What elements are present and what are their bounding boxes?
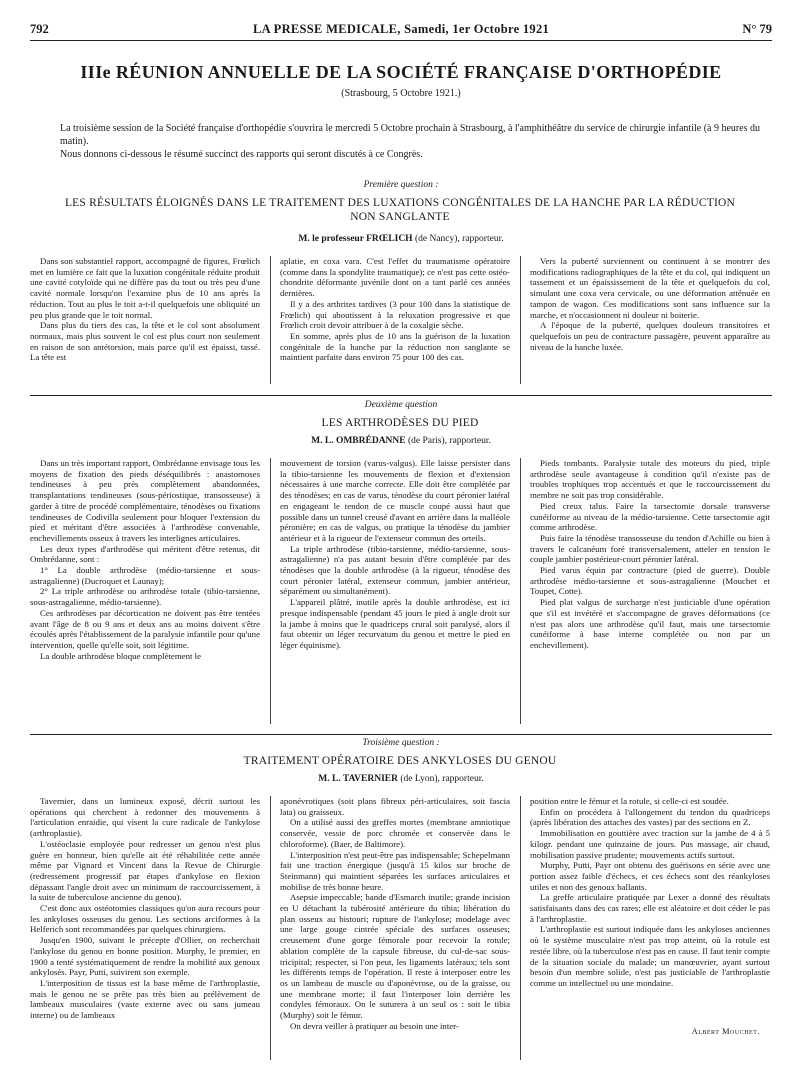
rapporteur-suffix: (de Lyon), rapporteur. (400, 774, 484, 784)
text-column (280, 796, 510, 1058)
paragraph: aplatie, en coxa vara. C'est l'effet du traumatisme opératoire (comme dans la spondylite traumatique); ce n'est pas cette ostéo-chondrite déformante juvénile dont on a tant parlé ces années dernières. (280, 256, 510, 299)
paragraph: position entre le fémur et la rotule, si celle-ci est soudée. (530, 796, 729, 806)
column-rule (520, 256, 521, 384)
paragraph: En somme, après plus de 10 ans la guérison de la luxation congénitale de la hanche par la réduction non sanglante se maintient parfaite dans environ 75 pour 100 des cas. (280, 330, 510, 363)
header-rule (30, 40, 772, 41)
running-title: LA PRESSE MEDICALE, Samedi, 1er Octobre 1921 (252, 22, 550, 36)
rapporteur-name: M. le professeur FRŒLICH (298, 234, 413, 244)
paragraph: A l'époque de la puberté, quelques douleurs transitoires et quelquefois un peu de contracture passagère, peuvent apparaître au niveau de la hanche luxée. (530, 320, 770, 352)
paragraph: Pied creux talus. Faire la tarsectomie dorsale transverse cunéiforme au niveau de la médio-tarsienne. Cette tarsectomie agit comme arthrodèse. (530, 500, 770, 533)
text-column (530, 256, 770, 386)
paragraph: Vers la puberté surviennent ou continuent à se montrer des modifications radiographiques de la tête et du col, qui indiquent un tassement et un épaississement de la tête et quelquefois du col, simulant une coxa vera cervicale, ou une déformation atténuée en tampon de wagon. Ces modifications sont sans influence sur la marche, et n'occasionnent ni douleur ni boiterie. (530, 256, 770, 320)
rapporteur-suffix: (de Nancy), rapporteur. (414, 234, 504, 244)
paragraph: La triple arthrodèse (tibio-tarsienne, médio-tarsienne, sous-astragalienne) n'a pas autant besoin d'être complétée par des ténodèses que la double arthrodèse (à la rigueur, ténodèse des court péronier latéral, extenseur commun, jambier antérieur, séparément ou simultanément). (280, 543, 510, 597)
column-rule (520, 796, 521, 1060)
text-column (30, 796, 260, 1058)
paragraph: C'est donc aux ostéotomies classiques qu'on aura recours pour les ankyloses osseuses du genou. Les sections arciformes à la Helferich sont recommandées par quelques chirurgiens. (30, 903, 260, 935)
running-header (30, 22, 772, 42)
author-signature: Albert Mouchet. (691, 1026, 760, 1036)
paragraph: L'interposition de tissus est la base même de l'arthroplastie, mais le genou ne se prête pas très bien au prélèvement de lambeaux musculaires (vaste externe avec ou sans jumeau interne) ou de lambeaux (30, 977, 260, 1021)
paragraph: L'ostéoclasie employée pour redresser un genou n'est plus guère en honneur, bien qu'elle ait été réhabilitée cette année même par Vignard et Vincent dans la Revue de Chirurgie (redressement progressif par étapes d'ankylose en flexion dépassant l'angle droit avec un minimum de raccourcissement, à la suite de tuberculose ancienne du genou). (30, 838, 260, 903)
text-column (530, 796, 770, 1024)
rapporteur-line (30, 774, 772, 784)
paragraph: Dans plus du tiers des cas, la tête et le col sont absolument normaux, mais plus souvent le col est plus court non seulement en raison de son antétorsion, mais parce qu'il est épaissi, tassé. La tête est (30, 320, 260, 363)
paragraph: On devra veiller à pratiquer au besoin une inter- (290, 1020, 459, 1031)
issue-number: N° 79 (742, 22, 772, 36)
paragraph: Jusqu'en 1900, suivant le précepte d'Ollier, on recherchait l'ankylose du genou en bonne position. Murphy, le premier, en 1900 a tenté systématiquement de rendre la mobilité aux genoux ankylosés. Payr, Putti, suivirent son exemple. (30, 935, 260, 978)
section-rule (30, 395, 772, 396)
question-label: Première question : (363, 180, 439, 190)
paragraph: L'interposition n'est peut-être pas indispensable; Schepelmann fait une traction énergique (jusqu'à 15 kilos sur broche de Steinmann) qui maintient séparées les surfaces articulaires et mobilise de très bonne heure. (280, 849, 510, 892)
column-rule (520, 458, 521, 724)
section-rule (30, 734, 772, 735)
paragraph: Il y a des arthrites tardives (3 pour 100 dans la statistique de Frœlich) qui aboutissent à la reluxation progressive et que Frœlich croit devoir attribuer à de la coxalgie sèche. (280, 298, 510, 331)
text-column (530, 458, 770, 726)
paragraph: Asepsie impeccable; bande d'Esmarch inutile; grande incision en U détachant la tubérosité antérieure du tibia; libération du plan osseux au bistouri; rupture de l'ankylose; modelage avec une large gouge cintrée spéciale des surfaces osseuses; creusement d'une gorge fémorale pour recevoir la rotule; ablation complète de la capsule fibreuse, du cul-de-sac sous-tricipital; respecter, si l'on peut, les ligaments latéraux; tels sont les différents temps de l'opération. Il reste à interposer entre les os un lambeau de muscle ou d'aponévrose, ou de la graisse, ou une membrane morte; il faut l'interposer loin derrière les condyles fémoraux. On le suturera à un seul os : soit le tibia (Murphy) soit le fémur. (280, 892, 510, 1021)
paragraph: Ces arthrodèses par décortication ne doivent pas être tentées avant l'âge de 8 ou 9 ans et deux ans au moins doivent s'être écoulés après l'établissement de la paralysie infantile pour qu'une intervention, quelle qu'elle soit, soit légitime. (30, 607, 260, 650)
paragraph: La double arthrodèse bloque complètement le (40, 650, 201, 661)
paragraph: L'arthroplastie est surtout indiquée dans les ankyloses anciennes où le système musculaire n'est pas trop atteint, où la rotule est restée libre, où la tuberculose n'est pas en cause. Il faut tenir compte de la situation sociale du malade; un manœuvrier, ayant surtout besoin d'un membre solide, n'est pas justiciable de l'arthroplastie comme un intellectuel ou une mondaine. (530, 924, 770, 988)
paragraph: Murphy, Putti, Payr ont obtenu des guérisons en série avec une portion assez faible d'échecs, et ces échecs sont des réankyloses utiles et non des genoux ballants. (530, 860, 770, 892)
paragraph: mouvement de torsion (varus-valgus). Elle laisse persister dans la tibio-tarsienne les mouvements de flexion et d'extension nécessaires à une marche correcte. Elle doit être complétée par des ténodèses; en cas de varus, ténodèse du court péronier latéral en engageant le tendon de ce muscle coupé aussi haut que possible dans un tunnel creusé d'avant en arrière dans la malléole péronière; en cas de valgus, ou pratique la ténodèse du jambier antérieur et à la rigueur de l'extenseur commun des orteils. (280, 458, 510, 543)
question-title: LES RÉSULTATS ÉLOIGNÉS DANS LE TRAITEMENT DES LUXATIONS CONGÉNITALES DE LA HANCHE PAR LA RÉDUCTION NON SANGLANTE (64, 197, 736, 223)
question-title: LES ARTHRODÈSES DU PIED (321, 417, 479, 429)
column-rule (270, 458, 271, 724)
paragraph: 1° La double arthrodèse (médio-tarsienne et sous-astragalienne) (Ducroquet et Launay); (30, 565, 260, 586)
paragraph: On a utilisé aussi des greffes mortes (membrane amniotique conservée, vessie de porc chromée et conservée dans le chloroforme). (Baer, de Baltimore). (280, 817, 510, 849)
paragraph: Tavernier, dans un lumineux exposé, décrit surtout les opérations qui cherchent à redonner des mouvements à l'articulation enraidie, qui visent la cure radicale de l'ankylose (arthroplastie). (30, 796, 260, 839)
paragraph: 2° La triple arthrodèse ou arthrodèse totale (tibio-tarsienne, sous-astragalienne, médio-tarsienne). (30, 586, 260, 608)
text-column (30, 458, 260, 726)
rapporteur-line (30, 436, 772, 446)
paragraph: Pieds tombants. Paralysie totale des moteurs du pied, triple arthrodèse seule avantageuse à condition qu'il n'existe pas de troubles trophiques trop accentués et que le raccourcissement du membre ne soit pas trop considérable. (530, 458, 770, 501)
text-column (280, 256, 510, 386)
rapporteur-name: M. L. TAVERNIER (318, 774, 398, 784)
article-subtitle: (Strasbourg, 5 Octobre 1921.) (341, 88, 461, 99)
paragraph: Dans un très important rapport, Ombrédanne envisage tous les moyens de fixation des pieds déséquilibrés : anastomoses tendineuses à peu près complètement abandonnées, transplantations tendineuses (sous-périostique, transosseuse) à garder à titre de procédé complémentaire, ténodèses ou fixations tendineuses de Codivilla seulement pour bloquer l'extension du pied et méritant d'être associées à l'arthrodèse convenable, enchevillements osseux à travers les interlignes articulaires. (30, 458, 260, 543)
rapporteur-name: M. L. OMBRÉDANNE (311, 436, 406, 446)
paragraph: Dans son substantiel rapport, accompagné de figures, Frœlich met en lumière ce fait que la luxation congénitale réduite produit une cavité cotyloïde qui ne diffère pas du tout ou très peu d'une cavité normale lorsqu'on l'examine plus de 10 ans après la réduction. Tout au plus le toit a-t-il quelquefois une obliquité un peu plus grande que le toit normal. (30, 256, 260, 320)
article-title: IIIe RÉUNION ANNUELLE DE LA SOCIÉTÉ FRANÇAISE D'ORTHOPÉDIE (80, 62, 722, 82)
question-label: Deuxième question (364, 400, 438, 410)
paragraph: La greffe articulaire pratiquée par Lexer a donné des résultats satisfaisants dans des cas rares; elle est aléatoire et doit céder le pas à l'arthroplastie. (530, 892, 770, 924)
rapporteur-line (30, 234, 772, 244)
paragraph: Immobilisation en gouttière avec traction sur la jambe de 4 à 5 kilogr. pendant une quinzaine de jours. Pus massage, air chaud, mobilisation passive prudente; mouvements actifs surtout. (530, 828, 770, 860)
page-number: 792 (30, 22, 49, 36)
text-column (30, 256, 260, 386)
paragraph: aponévrotiques (soit plans fibreux péri-articulaires, soit fascia lata) ou graisseux. (280, 796, 510, 817)
intro-block (60, 122, 770, 161)
paragraph: Puis faire la ténodèse transosseuse du tendon d'Achille ou bien à travers le calcanéum foré transversalement, atteler en tension le couple jambier postérieur-court péronier latéral. (530, 532, 770, 565)
paragraph: Les deux types d'arthrodèse qui méritent d'être retenus, dit Ombrédanne, sont : (30, 543, 260, 565)
question-title: TRAITEMENT OPÉRATOIRE DES ANKYLOSES DU GENOU (243, 755, 557, 767)
paragraph: L'appareil plâtré, inutile après la double arthrodèse, est ici presque indispensable (pendant 45 jours le pied à angle droit sur la jambe à moins que le quadriceps crural soit paralysé, alors il faut obtenir un léger recurvatum du genou et mettre le pied en léger équinisme). (280, 597, 510, 650)
intro-paragraph: Nous donnons ci-dessous le résumé succinct des rapports qui seront discutés à ce Congrès. (60, 149, 423, 160)
question-label: Troisième question : (362, 738, 440, 748)
column-rule (270, 796, 271, 1060)
paragraph: Pied plat valgus de surcharge n'est justiciable d'une opération que s'il est invétéré et s'accompagne de graves déformations (ce n'est pas alors une arthrodèse qu'il faut, mais une tarsectomie cunéiforme à base interne complétée ou non par un enchevillement). (530, 597, 770, 650)
paragraph: Pied varus équin par contracture (pied de guerre). Double arthrodèse médio-tarsienne et sous-astragalienne (Mouchet et Toupet, Cotte). (530, 565, 770, 597)
rapporteur-suffix: (de Paris), rapporteur. (408, 436, 491, 446)
paragraph: Enfin on procédera à l'allongement du tendon du quadriceps (après libération des attaches des vastes) par des sections en Z. (530, 806, 770, 828)
text-column (280, 458, 510, 726)
intro-paragraph: La troisième session de la Société française d'orthopédie s'ouvrira le mercredi 5 Octobre prochain à Strasbourg, à l'amphithéâtre du service de chirurgie infantile (à 9 heures du matin). (60, 123, 761, 147)
column-rule (270, 256, 271, 384)
